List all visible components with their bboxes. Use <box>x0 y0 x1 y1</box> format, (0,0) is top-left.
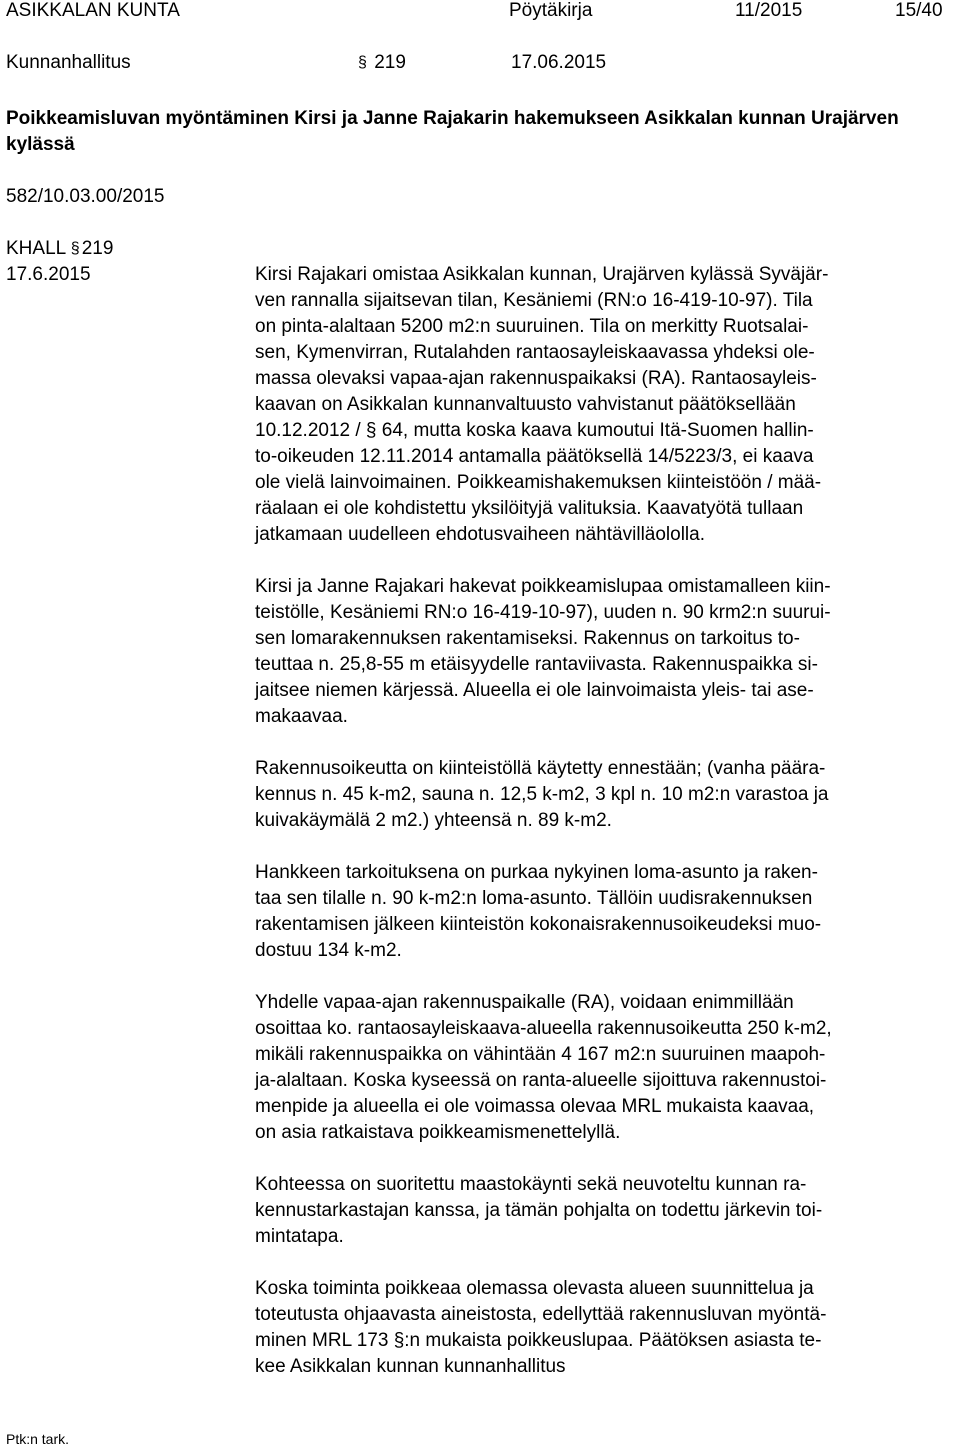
paragraph-line: jaitsee niemen kärjessä. Alueella ei ole lainvoimaista yleis- tai ase- <box>255 680 814 701</box>
body-paragraph <box>255 262 955 548</box>
body-paragraph <box>255 756 955 834</box>
paragraph-line: mintatapa. <box>255 1226 344 1247</box>
meeting-header <box>6 50 956 76</box>
committee-section-sign: § <box>70 240 80 257</box>
paragraph-line: mikäli rakennuspaikka on vähintään 4 167 m2:n suuruinen maapoh- <box>255 1044 826 1065</box>
document-type: Pöytäkirja <box>509 0 593 21</box>
paragraph-line: menpide ja alueella ei ole voimassa olevaa MRL mukaista kaavaa, <box>255 1096 815 1117</box>
page-title: Poikkeamisluvan myöntäminen Kirsi ja Janne Rajakarin hakemukseen Asikkalan kunnan Urajärven kylässä <box>6 108 899 155</box>
paragraph-line: kuivakäymälä 2 m2.) yhteensä n. 89 k-m2. <box>255 810 612 831</box>
paragraph-line: teistölle, Kesäniemi RN:o 16-419-10-97), uuden n. 90 krm2:n suurui- <box>255 602 831 623</box>
body-paragraph <box>255 1276 955 1380</box>
body-paragraph <box>255 860 955 964</box>
paragraph-line: minen MRL 173 §:n mukaista poikkeuslupaa. Päätöksen asiasta te- <box>255 1330 822 1351</box>
paragraph-line: to-oikeuden 12.11.2014 antamalla päätöksellä 14/5223/3, ei kaava <box>255 446 814 467</box>
committee-section-number: 219 <box>81 238 114 259</box>
paragraph-line: kee Asikkalan kunnan kunnanhallitus <box>255 1356 566 1377</box>
body-paragraph <box>255 1172 955 1250</box>
section-reference <box>358 50 406 76</box>
paragraph-line: on asia ratkaistava poikkeamismenettelyllä. <box>255 1122 621 1143</box>
paragraph-line: 10.12.2012 / § 64, mutta koska kaava kumoutui Itä-Suomen hallin- <box>255 420 814 441</box>
paragraph-line: toteutusta ohjaavasta aineistosta, edellyttää rakennusluvan myöntä- <box>255 1304 827 1325</box>
paragraph-line: Kirsi Rajakari omistaa Asikkalan kunnan, Urajärven kylässä Syväjär- <box>255 264 829 285</box>
paragraph-line: sen lomarakennuksen rakentamiseksi. Rakennus on tarkoitus to- <box>255 628 800 649</box>
document-body <box>255 262 955 1406</box>
paragraph-line: ven rannalla sijaitsevan tilan, Kesäniemi (RN:o 16-419-10-97). Tila <box>255 290 813 311</box>
municipality-name: ASIKKALAN KUNTA <box>6 0 180 21</box>
paragraph-line: kennustarkastajan kanssa, ja tämän pohjalta on todettu järkevin toi- <box>255 1200 823 1221</box>
paragraph-line: Hankkeen tarkoituksena on purkaa nykyinen loma-asunto ja raken- <box>255 862 818 883</box>
body-paragraph <box>255 574 955 730</box>
paragraph-line: räalaan ei ole kohdistettu yksilöityjä valituksia. Kaavatyötä tullaan <box>255 498 804 519</box>
paragraph-line: Yhdelle vapaa-ajan rakennuspaikalle (RA), voidaan enimmillään <box>255 992 794 1013</box>
paragraph-line: jatkamaan uudelleen ehdotusvaiheen nähtävilläololla. <box>255 524 705 545</box>
committee-reference <box>6 236 113 262</box>
paragraph-line: teuttaa n. 25,8-55 m etäisyydelle rantaviivasta. Rakennuspaikka si- <box>255 654 818 675</box>
paragraph-line: Rakennusoikeutta on kiinteistöllä käytetty ennestään; (vanha päära- <box>255 758 826 779</box>
paragraph-line: massa olevaksi vapaa-ajan rakennuspaikaksi (RA). Rantaosayleis- <box>255 368 817 389</box>
committee-name: KHALL <box>6 238 66 259</box>
body-paragraph <box>255 990 955 1146</box>
document-number: 11/2015 <box>735 0 803 21</box>
paragraph-line: dostuu 134 k-m2. <box>255 940 402 961</box>
board-name: Kunnanhallitus <box>6 52 131 73</box>
paragraph-line: ole vielä lainvoimainen. Poikkeamishakemuksen kiinteistöön / mää- <box>255 472 822 493</box>
paragraph-line: sen, Kymenvirran, Rutalahden rantaosayleiskaavassa yhdeksi ole- <box>255 342 815 363</box>
paragraph-line: on pinta-alaltaan 5200 m2:n suuruinen. Tila on merkitty Ruotsalai- <box>255 316 809 337</box>
section-sign: § <box>358 54 367 71</box>
meeting-date: 17.06.2015 <box>511 52 607 73</box>
paragraph-line: osoittaa ko. rantaosayleiskaava-alueella rakennusoikeutta 250 k-m2, <box>255 1018 832 1039</box>
footer-initials: Ptk:n tark. <box>6 1431 70 1447</box>
paragraph-line: taa sen tilalle n. 90 k-m2:n loma-asunto. Tällöin uudisrakennuksen <box>255 888 813 909</box>
page-number: 15/40 <box>895 0 943 21</box>
paragraph-line: kaavan on Asikkalan kunnanvaltuusto vahvistanut päätöksellään <box>255 394 796 415</box>
paragraph-line: rakentamisen jälkeen kiinteistön kokonaisrakennusoikeudeksi muo- <box>255 914 822 935</box>
committee-date: 17.6.2015 <box>6 264 91 285</box>
paragraph-line: Koska toiminta poikkeaa olemassa olevasta alueen suunnittelua ja <box>255 1278 814 1299</box>
paragraph-line: kennus n. 45 k-m2, sauna n. 12,5 k-m2, 3 kpl n. 10 m2:n varastoa ja <box>255 784 829 805</box>
section-number: 219 <box>374 52 406 73</box>
paragraph-line: ja-alaltaan. Koska kyseessä on ranta-alueelle sijoittuva rakennustoi- <box>255 1070 827 1091</box>
diary-number: 582/10.03.00/2015 <box>6 186 165 207</box>
paragraph-line: Kohteessa on suoritettu maastokäynti sekä neuvoteltu kunnan ra- <box>255 1174 807 1195</box>
paragraph-line: Kirsi ja Janne Rajakari hakevat poikkeamislupaa omistamalleen kiin- <box>255 576 831 597</box>
document-header <box>6 0 956 24</box>
paragraph-line: makaavaa. <box>255 706 348 727</box>
